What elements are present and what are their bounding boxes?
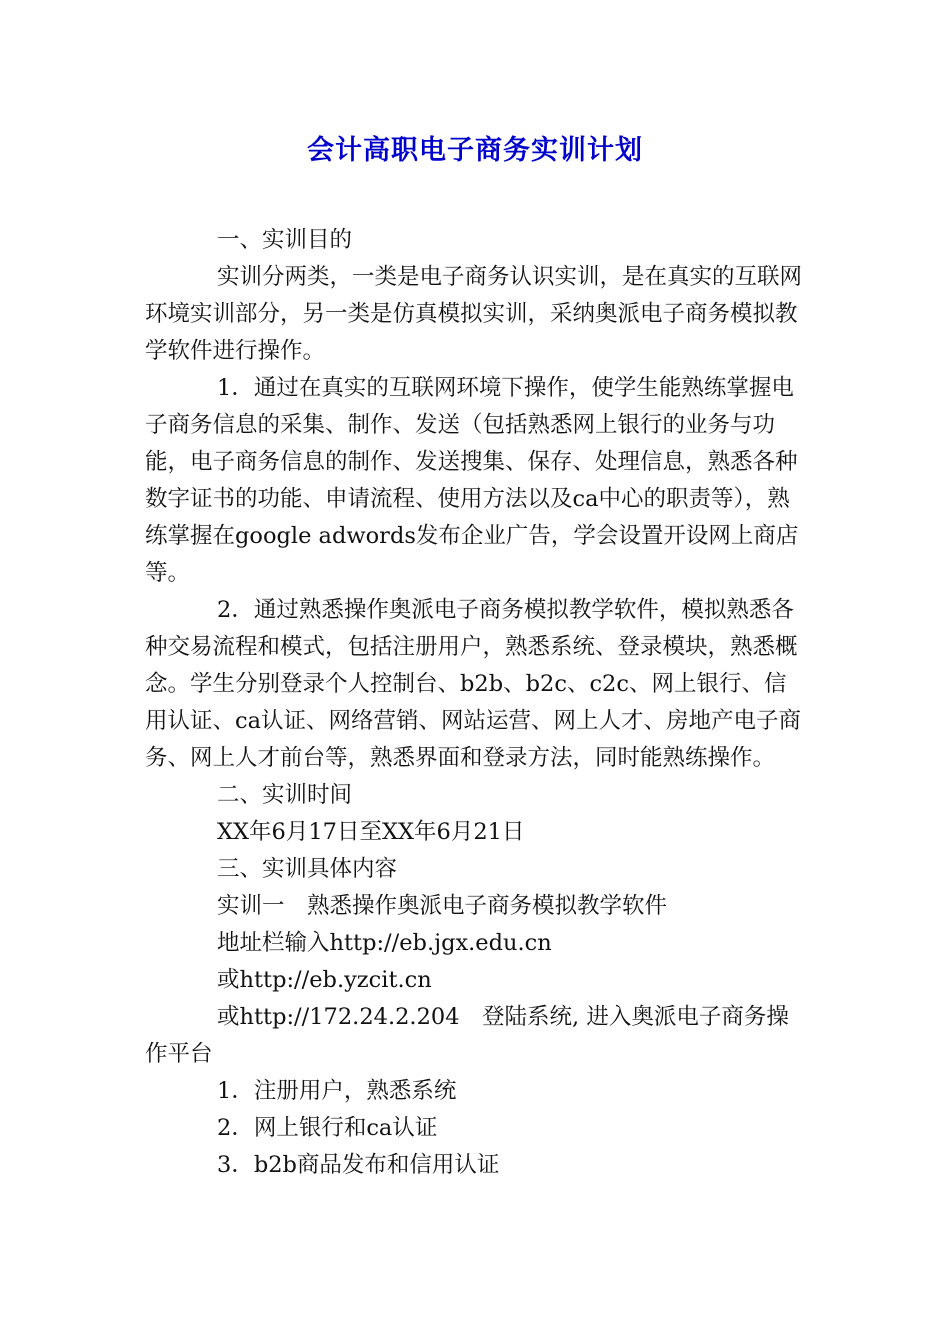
section-heading-content: 三、实训具体内容 [217,856,398,882]
list-item-3: 3．b2b商品发布和信用认证 [217,1152,500,1178]
paragraph-item-1: 1．通过在真实的互联网环境下操作，使学生能熟练掌握电子商务信息的采集、制作、发送（包括熟悉网上银行的业务与功能，电子商务信息的制作、发送搜集、保存、处理信息，熟悉各种数字证书的功能、申请流程、使用方法以及ca中心的职责等），熟练掌握在google adwords发布企业广告，学会设置开设网上商店等。 [145,375,799,586]
paragraph-training-types: 实训分两类，一类是电子商务认识实训，是在真实的互联网环境实训部分，另一类是仿真模拟实训，采纳奥派电子商务模拟教学软件进行操作。 [145,264,803,364]
paragraph-address-2: 或http://eb.yzcit.cn [217,967,432,993]
list-item-1: 1．注册用户，熟悉系统 [217,1078,457,1104]
section-heading-purpose: 一、实训目的 [217,227,353,253]
paragraph-item-2: 2．通过熟悉操作奥派电子商务模拟教学软件，模拟熟悉各种交易流程和模式，包括注册用户，熟悉系统、登录模块，熟悉概念。学生分别登录个人控制台、b2b、b2c、c2c、网上银行、信用认证、ca认证、网络营销、网站运营、网上人才、房地产电子商务、网上人才前台等，熟悉界面和登录方法，同时能熟练操作。 [145,597,802,771]
paragraph-address-3: 或http://172.24.2.204 登陆系统, 进入奥派电子商务操作平台 [145,1004,789,1067]
document-title: 会计高职电子商务实训计划 [307,135,643,166]
section-heading-time: 二、实训时间 [217,782,353,808]
paragraph-date-range: XX年6月17日至XX年6月21日 [217,819,525,845]
list-item-2: 2．网上银行和ca认证 [217,1115,438,1141]
document-body [145,222,805,1184]
paragraph-address-1: 地址栏输入http://eb.jgx.edu.cn [217,930,552,956]
paragraph-training-one: 实训一 熟悉操作奥派电子商务模拟教学软件 [217,893,668,919]
